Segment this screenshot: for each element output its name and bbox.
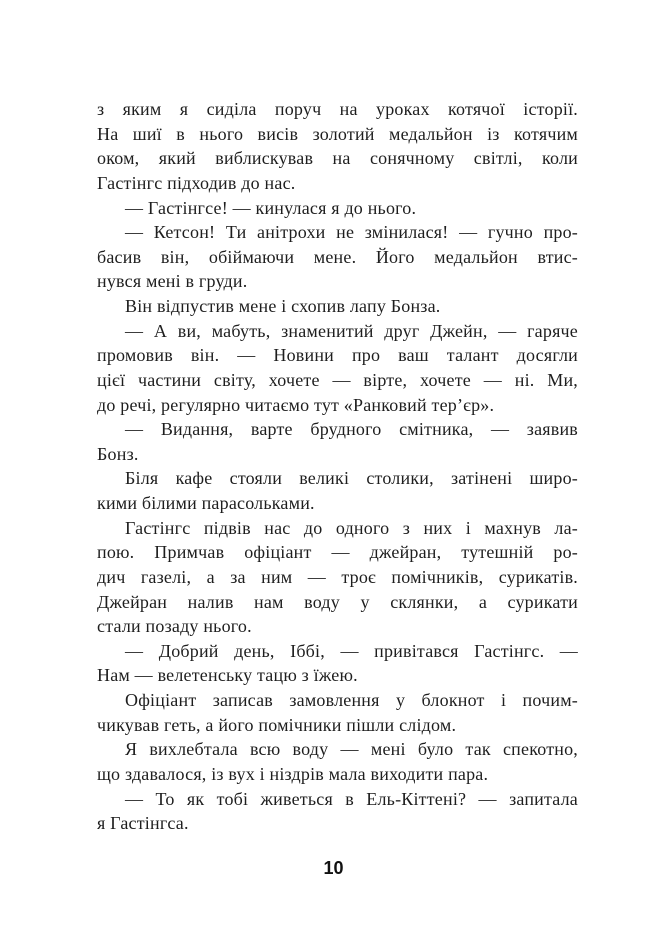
paragraph (97, 417, 578, 466)
text-line: басив він, обіймаючи мене. Його медальйон втис- (97, 246, 578, 267)
paragraph (97, 787, 578, 836)
text-line: стали позаду нього. (97, 616, 252, 637)
text-line: я Гастінгса. (97, 813, 189, 834)
paragraph (97, 196, 578, 221)
text-line: що здавалося, із вух і ніздрів мала виходити пара. (97, 763, 489, 784)
text-line: — То як тобі живеться в Ель-Кіттені? — запитала (125, 788, 578, 809)
text-line: — Видання, варте брудного смітника, — заявив (125, 419, 578, 440)
text-line: промовив він. — Новини про ваш талант досягли (97, 345, 578, 366)
text-line: Офіціант записав замовлення у блокнот і почим- (125, 690, 578, 710)
text-line: — Добрий день, Іббі, — привітався Гастінгс. — (125, 640, 578, 661)
text-line: Джейран налив нам воду у склянки, а сурикати (97, 591, 578, 612)
paragraph (97, 516, 578, 639)
text-line: нувся мені в груди. (97, 271, 248, 292)
text-line: — Кетсон! Ти анітрохи не змінилася! — гучно про- (125, 222, 578, 243)
text-line: з яким я сиділа поруч на уроках котячої історії. (97, 99, 578, 119)
page-number: 10 (323, 858, 344, 878)
text-line: кими білими парасольками. (97, 493, 315, 513)
paragraph (97, 319, 578, 418)
text-line: до речі, регулярно читаємо тут «Ранковий тер’єр». (97, 394, 495, 415)
text-line: дич газелі, а за ним — троє помічників, сурикатів. (97, 566, 578, 587)
text-line: Гастінгс підходив до нас. (97, 172, 296, 193)
text-line: — А ви, мабуть, знаменитий друг Джейн, — гаряче (125, 320, 578, 341)
text-line: чикував геть, а його помічники пішли слідом. (97, 714, 457, 735)
text-line: Він відпустив мене і схопив лапу Бонза. (125, 296, 441, 316)
text-line: оком, який виблискував на сонячному світлі, коли (97, 148, 578, 169)
text-line: На шиї в нього висів золотий медальйон із котячим (97, 123, 578, 144)
paragraph (97, 688, 578, 737)
paragraph (97, 466, 578, 515)
text-line: Я вихлебтала всю воду — мені було так спекотно, (125, 739, 578, 760)
text-line: Гастінгс підвів нас до одного з них і махнув ла- (125, 517, 578, 538)
text-line: Бонз. (97, 443, 139, 464)
paragraph (97, 294, 578, 319)
text-line: Нам — велетенську тацю з їжею. (97, 665, 358, 686)
text-line: Біля кафе стояли великі столики, затінені широ- (125, 468, 578, 489)
text-line: — Гастінгсе! — кинулася я до нього. (125, 197, 417, 218)
text-line: цієї частини світу, хочете — вірте, хочете — ні. Ми, (97, 369, 578, 390)
paragraph (97, 220, 578, 294)
paragraph (97, 737, 578, 786)
page-text (97, 97, 578, 836)
paragraph (97, 639, 578, 688)
text-line: пою. Примчав офіціант — джейран, тутешній ро- (97, 542, 578, 563)
paragraph (97, 97, 578, 196)
